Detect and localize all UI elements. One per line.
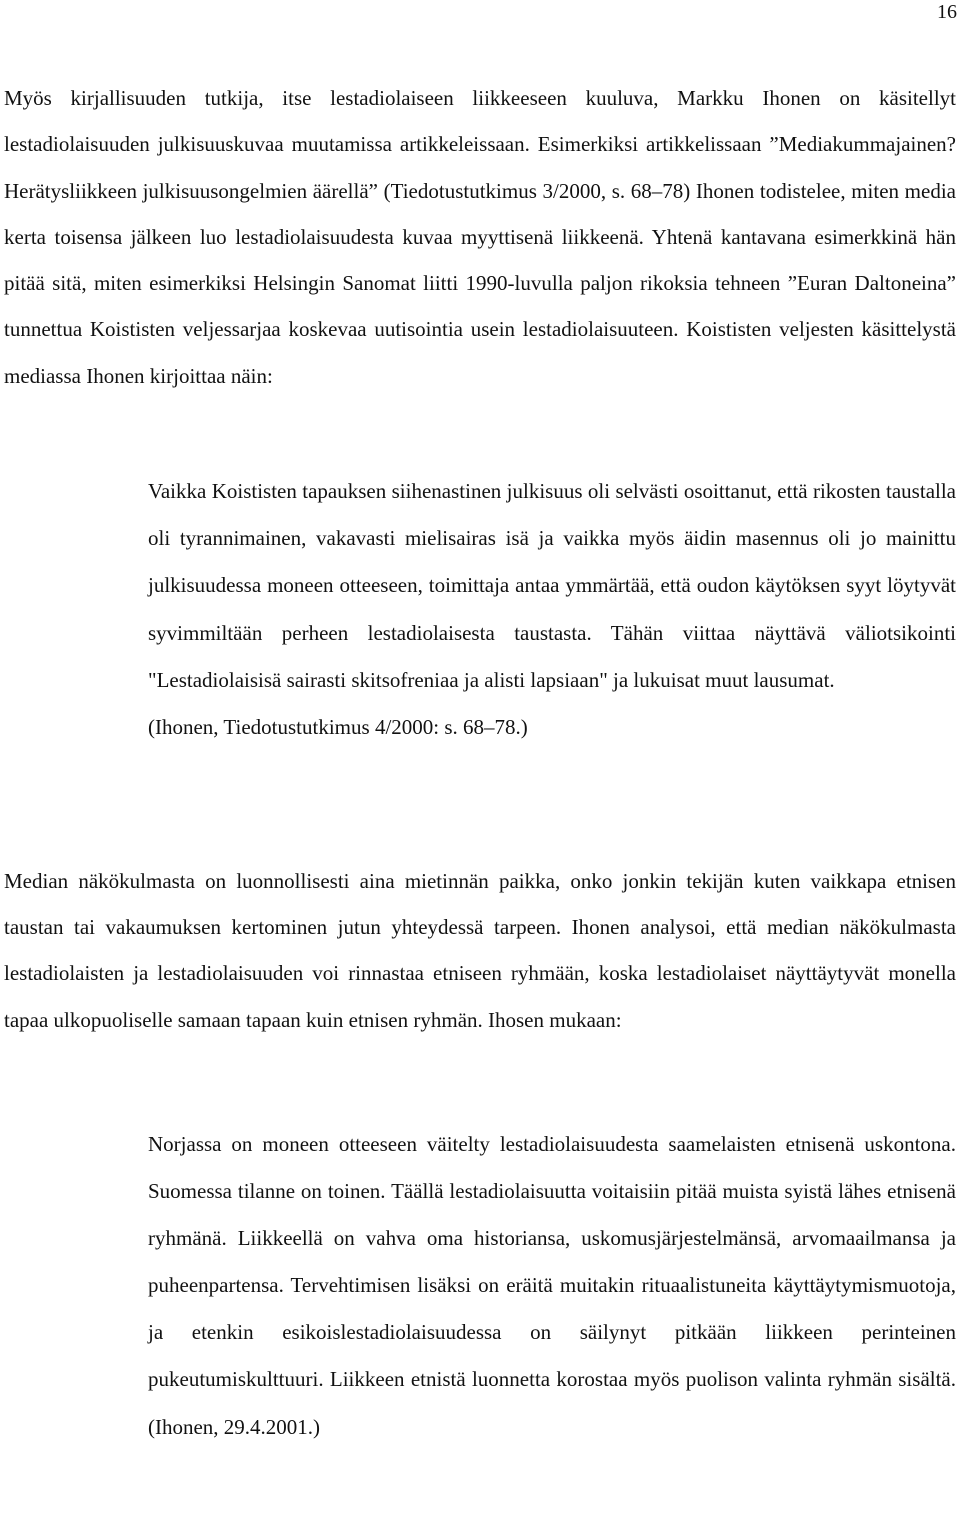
page-number: 16 <box>937 1 957 23</box>
quote-citation: (Ihonen, Tiedotustutkimus 4/2000: s. 68–78.) <box>148 715 528 740</box>
body-paragraph-2: Median näkökulmasta on luonnollisesti aina mietinnän paikka, onko jonkin tekijän kuten vaikkapa etnisen taustan tai vakaumuksen kertominen jutun yhteydessä tarpeen. Ihonen analysoi, että median näkökulmasta lestadiolaisten ja lestadiolaisuuden voi rinnastaa etniseen ryhmään, koska lestadiolaiset näyttäytyvät monella tapaa ulkopuoliselle samaan tapaan kuin etnisen ryhmän. Ihosen mukaan: <box>4 869 956 1032</box>
block-quote-2 <box>148 1121 956 1451</box>
quote-text: Norjassa on moneen otteeseen väitelty lestadiolaisuudesta saamelaisten etnisenä uskontona. Suomessa tilanne on toinen. Täällä lestadiolaisuutta voitaisiin pitää muista syistä lähes etnisenä ryhmänä. Liikkeellä on vahva oma historiansa, uskomusjärjestelmänsä, arvomaailmansa ja puheenpartensa. Tervehtimisen lisäksi on eräitä muitakin rituaalistuneita käyttäytymismuotoja, ja etenkin esikoislestadiolaisuudessa on säilynyt pitkään liikkeen perinteinen pukeutumiskulttuuri. Liikkeen etnistä luonnetta korostaa myös puolison valinta ryhmän sisältä. <box>148 1132 956 1392</box>
block-quote-1 <box>148 468 956 751</box>
quote-citation: (Ihonen, 29.4.2001.) <box>148 1414 321 1439</box>
quote-text: Vaikka Koististen tapauksen siihenastinen julkisuus oli selvästi osoittanut, että rikosten taustalla oli tyrannimainen, vakavasti mielisairas isä ja vaikka myös äidin masennus oli jo mainittu julkisuudessa moneen otteeseen, toimittaja antaa ymmärtää, että oudon käytöksen syyt löytyvät syvimmiltään perheen lestadiolaisesta taustasta. Tähän viittaa näyttävä väliotsikointi "Lestadiolaisisä sairasti skitsofreniaa ja alisti lapsiaan" ja lukuisat muut lausumat. <box>148 479 956 692</box>
body-paragraph-1: Myös kirjallisuuden tutkija, itse lestadiolaiseen liikkeeseen kuuluva, Markku Ihonen on käsitellyt lestadiolaisuuden julkisuuskuvaa muutamissa artikkeleissaan. Esimerkiksi artikkelissaan ”Mediakummajainen? Herätysliikkeen julkisuusongelmien äärellä” (Tiedotustutkimus 3/2000, s. 68–78) Ihonen todistelee, miten media kerta toisensa jälkeen luo lestadiolaisuudesta kuvaa myyttisenä liikkeenä. Yhtenä kantavana esimerkkinä hän pitää sitä, miten esimerkiksi Helsingin Sanomat liitti 1990-luvulla paljon rikoksia tehneen ”Euran Daltoneina” tunnettua Koististen veljessarjaa koskevaa uutisointia usein lestadiolaisuuteen. Koististen veljesten käsittelystä mediassa Ihonen kirjoittaa näin: <box>4 86 956 388</box>
